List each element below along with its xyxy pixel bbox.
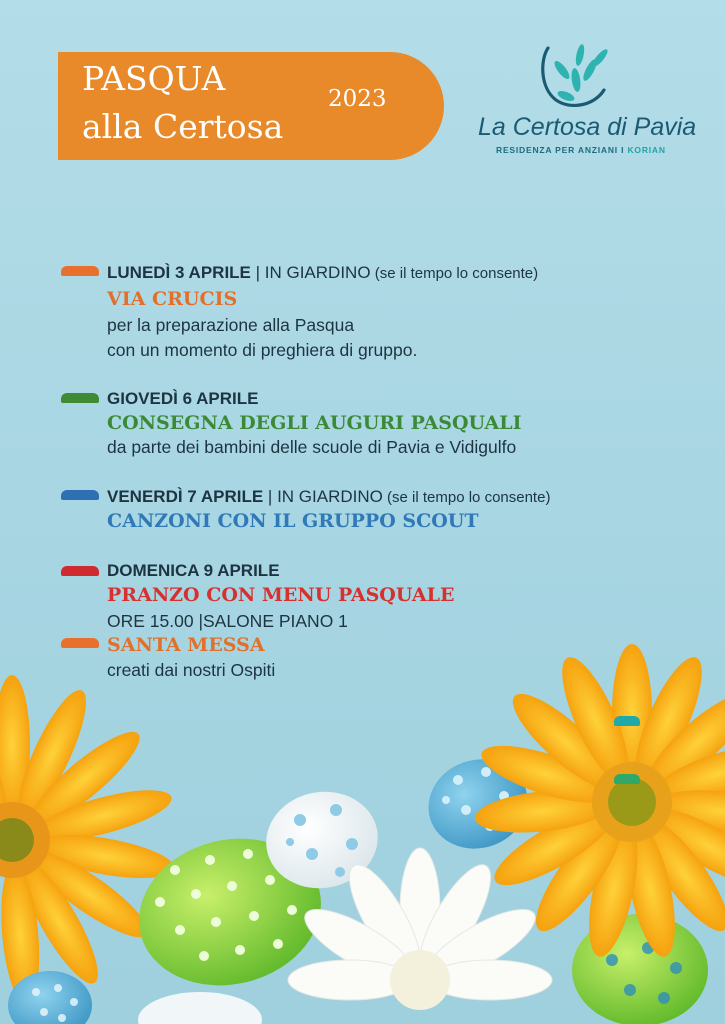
event-3-header [107, 486, 550, 509]
red-tab-marker [61, 566, 99, 576]
teal-tab-marker [614, 716, 640, 726]
green-tab-marker [61, 393, 99, 403]
event-3-title: CANZONI CON IL GRUPPO SCOUT [107, 510, 479, 532]
event-4-desc-2: creati dai nostri Ospiti [107, 660, 276, 680]
event-1-day: LUNEDÌ 3 APRILE [107, 263, 251, 282]
green-tab-marker-2 [614, 774, 640, 784]
olive-branch-logo-icon [478, 40, 708, 160]
event-4-day: DOMENICA 9 APRILE [107, 561, 280, 580]
left-gerbera-flower [0, 675, 178, 1006]
event-3-place: IN GIARDINO [277, 487, 383, 506]
event-3-day: VENERDÌ 7 APRILE [107, 487, 264, 506]
event-4-desc-1: ORE 15.00 |SALONE PIANO 1 [107, 611, 348, 631]
event-1-desc-2: con un momento di preghiera di gruppo. [107, 340, 418, 360]
event-2-day: GIOVEDÌ 6 APRILE [107, 389, 259, 408]
event-1-separator: | [250, 263, 265, 282]
flowers-and-eggs-illustration [0, 640, 725, 1024]
logo-subtitle [496, 145, 666, 155]
event-3-note: (se il tempo lo consente) [382, 489, 551, 506]
logo-name: La Certosa di Pavia [478, 113, 697, 141]
event-1-title: VIA CRUCIS [107, 288, 238, 310]
event-4-title: PRANZO CON MENU PASQUALE [107, 584, 455, 606]
title-line1: PASQUA [82, 59, 226, 98]
event-2-desc: da parte dei bambini delle scuole di Pavia e Vidigulfo [107, 437, 517, 457]
logo-brand: KORIAN [627, 145, 666, 155]
logo-subtitle-sep: I [617, 145, 628, 155]
event-3-separator: | [263, 487, 278, 506]
title-line2: alla Certosa [82, 107, 284, 146]
logo-subtitle-main: RESIDENZA PER ANZIANI [496, 145, 618, 155]
blue-tab-marker [61, 490, 99, 500]
small-white-egg [138, 992, 262, 1024]
event-1-place: IN GIARDINO [264, 263, 371, 282]
event-1-note: (se il tempo lo consente) [370, 265, 539, 282]
event-4-title-2: SANTA MESSA [107, 634, 265, 656]
event-1-header [107, 262, 538, 285]
year: 2023 [328, 86, 387, 112]
orange-tab-marker [61, 266, 99, 276]
event-1-desc-1: per la preparazione alla Pasqua [107, 315, 355, 335]
event-2-title: CONSEGNA DEGLI AUGURI PASQUALI [107, 412, 522, 434]
